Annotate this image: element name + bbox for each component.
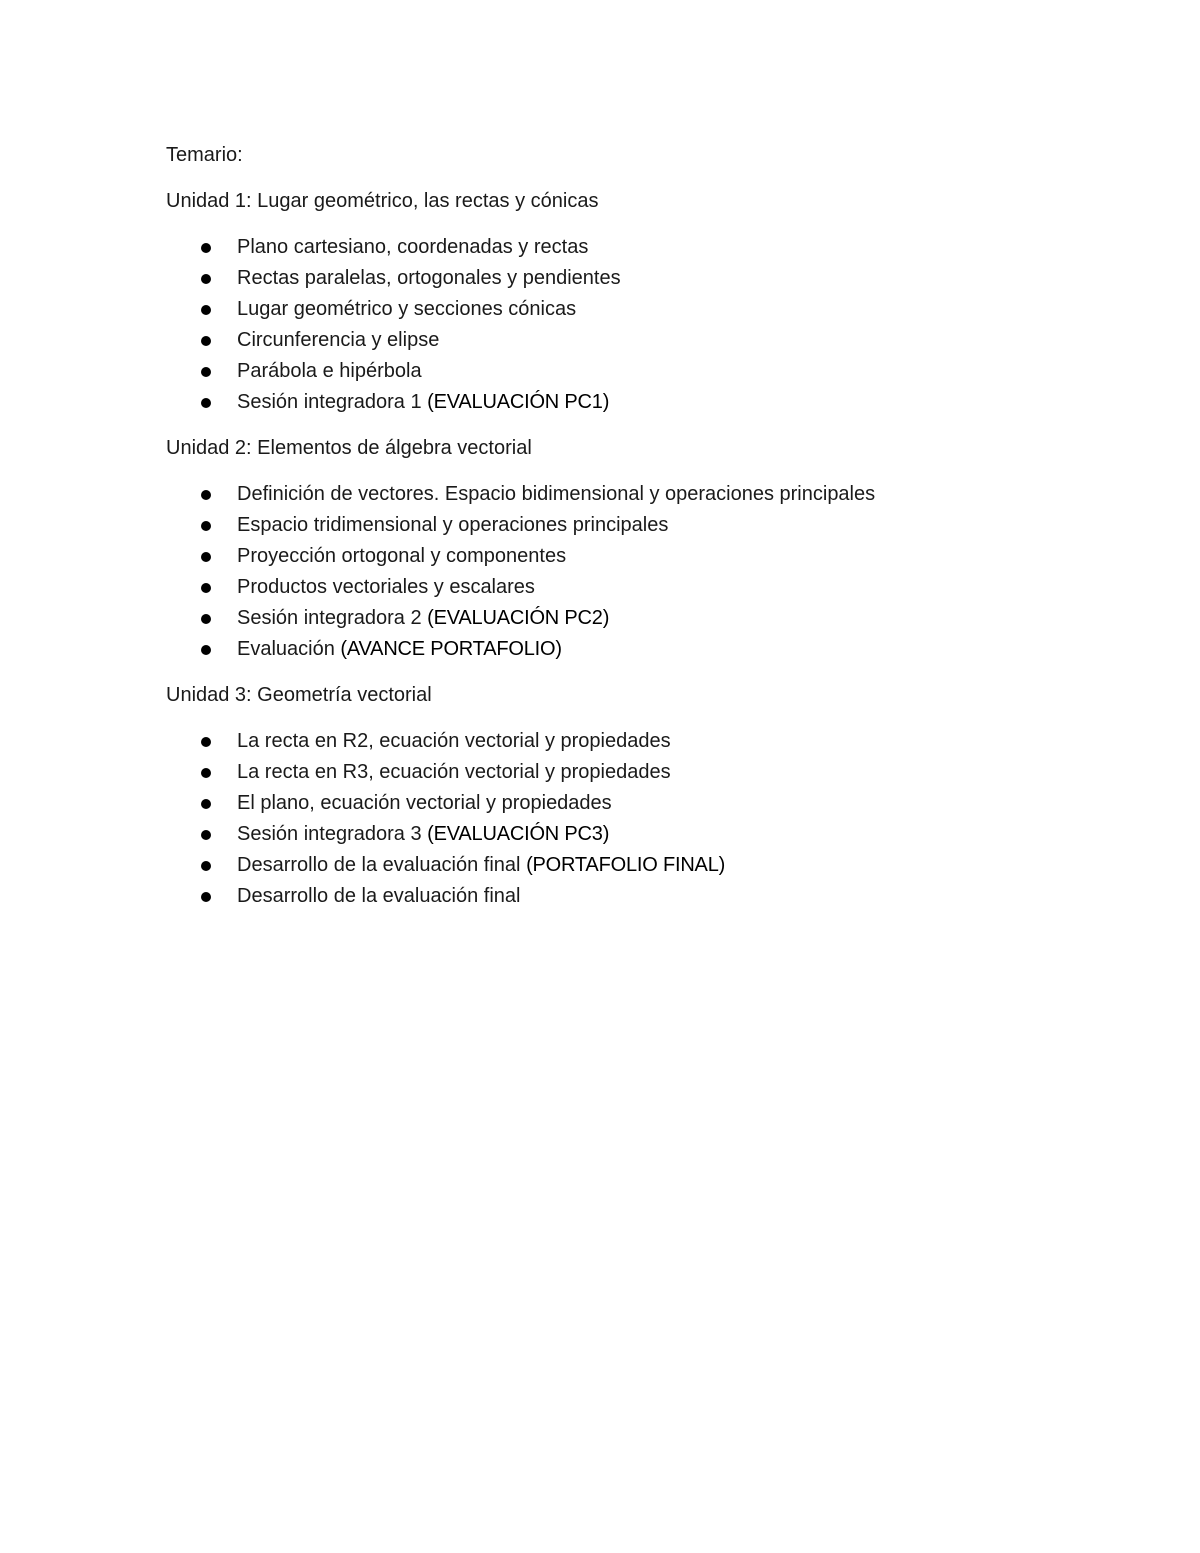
bullet-icon bbox=[201, 552, 211, 562]
bullet-icon bbox=[201, 614, 211, 624]
item-tag: (PORTAFOLIO FINAL) bbox=[526, 854, 726, 876]
bullet-icon bbox=[201, 336, 211, 346]
document-page bbox=[166, 140, 1066, 927]
bullet-icon bbox=[201, 398, 211, 408]
bullet-icon bbox=[201, 583, 211, 593]
list-item bbox=[166, 726, 1066, 757]
list-item bbox=[166, 294, 1066, 325]
list-item bbox=[166, 850, 1066, 881]
bullet-icon bbox=[201, 830, 211, 840]
list-item bbox=[166, 634, 1066, 665]
item-text: Plano cartesiano, coordenadas y rectas bbox=[237, 236, 589, 258]
item-tag: (EVALUACIÓN PC1) bbox=[427, 391, 610, 413]
item-text: El plano, ecuación vectorial y propiedades bbox=[237, 792, 612, 814]
unit-heading: Unidad 3: Geometría vectorial bbox=[166, 684, 432, 706]
list-item bbox=[166, 757, 1066, 788]
item-text: Lugar geométrico y secciones cónicas bbox=[237, 298, 577, 320]
document-title: Temario: bbox=[166, 144, 243, 166]
bullet-icon bbox=[201, 367, 211, 377]
bullet-icon bbox=[201, 274, 211, 284]
bullet-icon bbox=[201, 521, 211, 531]
bullet-icon bbox=[201, 892, 211, 902]
list-item bbox=[166, 819, 1066, 850]
item-text: Desarrollo de la evaluación final bbox=[237, 854, 527, 876]
unit-heading: Unidad 2: Elementos de álgebra vectorial bbox=[166, 437, 532, 459]
item-text: Sesión integradora 1 bbox=[237, 391, 428, 413]
item-text: Desarrollo de la evaluación final bbox=[237, 885, 521, 907]
list-item bbox=[166, 788, 1066, 819]
item-text: Rectas paralelas, ortogonales y pendientes bbox=[237, 267, 621, 289]
item-tag: (EVALUACIÓN PC3) bbox=[427, 823, 610, 845]
topic-list bbox=[166, 232, 1066, 418]
list-item bbox=[166, 572, 1066, 603]
bullet-icon bbox=[201, 243, 211, 253]
bullet-icon bbox=[201, 305, 211, 315]
item-text: La recta en R2, ecuación vectorial y propiedades bbox=[237, 730, 671, 752]
item-text: Parábola e hipérbola bbox=[237, 360, 422, 382]
list-item bbox=[166, 325, 1066, 356]
item-text: Proyección ortogonal y componentes bbox=[237, 545, 567, 567]
item-text: Circunferencia y elipse bbox=[237, 329, 440, 351]
item-tag: (AVANCE PORTAFOLIO) bbox=[340, 638, 562, 660]
item-text: La recta en R3, ecuación vectorial y propiedades bbox=[237, 761, 671, 783]
list-item bbox=[166, 263, 1066, 294]
item-tag: (EVALUACIÓN PC2) bbox=[427, 607, 610, 629]
list-item bbox=[166, 232, 1066, 263]
list-item bbox=[166, 881, 1066, 912]
item-text: Evaluación bbox=[237, 638, 341, 660]
list-item bbox=[166, 603, 1066, 634]
item-text: Sesión integradora 3 bbox=[237, 823, 428, 845]
bullet-icon bbox=[201, 799, 211, 809]
item-text: Productos vectoriales y escalares bbox=[237, 576, 535, 598]
bullet-icon bbox=[201, 768, 211, 778]
list-item bbox=[166, 356, 1066, 387]
units-container bbox=[166, 186, 1066, 912]
list-item bbox=[166, 387, 1066, 418]
bullet-icon bbox=[201, 645, 211, 655]
list-item bbox=[166, 510, 1066, 541]
item-text: Sesión integradora 2 bbox=[237, 607, 428, 629]
bullet-icon bbox=[201, 861, 211, 871]
topic-list bbox=[166, 479, 1066, 665]
bullet-icon bbox=[201, 490, 211, 500]
topic-list bbox=[166, 726, 1066, 912]
unit-heading: Unidad 1: Lugar geométrico, las rectas y cónicas bbox=[166, 190, 599, 212]
item-text: Espacio tridimensional y operaciones principales bbox=[237, 514, 669, 536]
list-item bbox=[166, 479, 1066, 510]
item-text: Definición de vectores. Espacio bidimensional y operaciones principales bbox=[237, 483, 876, 505]
list-item bbox=[166, 541, 1066, 572]
bullet-icon bbox=[201, 737, 211, 747]
